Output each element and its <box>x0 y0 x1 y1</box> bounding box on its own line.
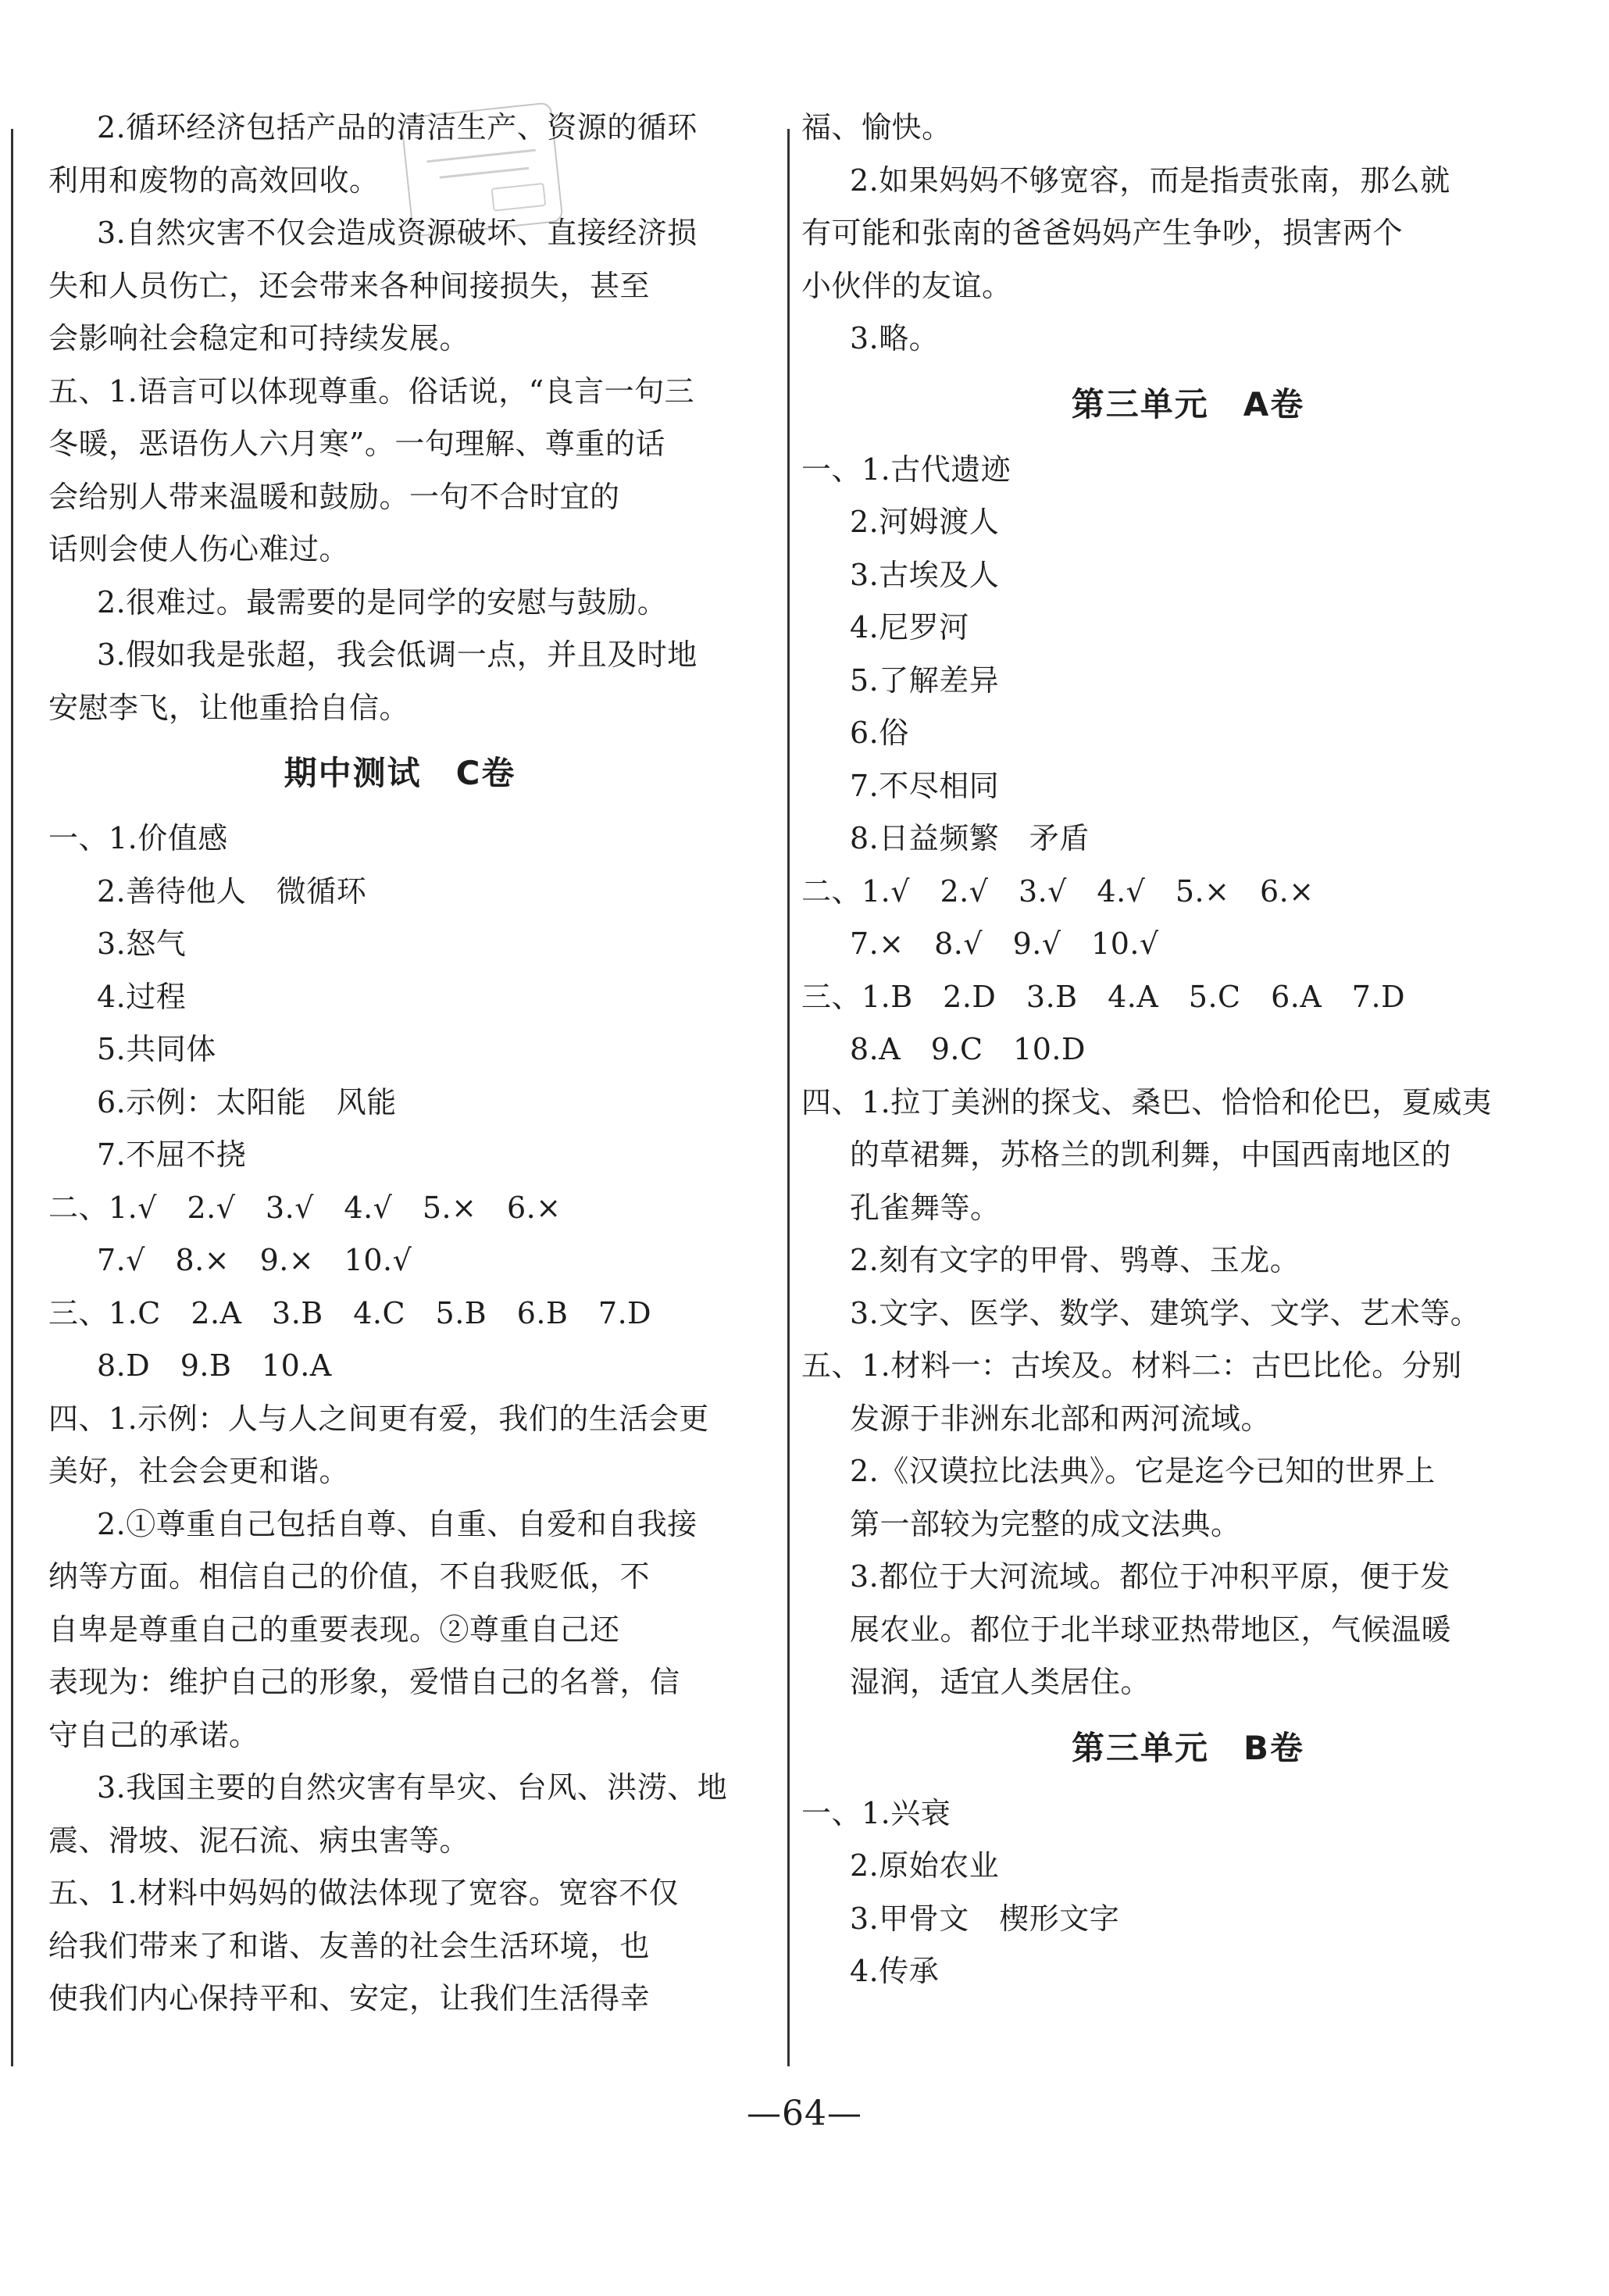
text-line: 8.A 9.C 10.D <box>850 1032 1086 1066</box>
text-line: 3.略。 <box>850 321 940 355</box>
text-line: 2.很难过。最需要的是同学的安慰与鼓励。 <box>97 584 668 620</box>
text-line: 四、1.拉丁美洲的探戈、桑巴、恰恰和伦巴，夏威夷 <box>801 1084 1493 1119</box>
text-line: 7.不尽相同 <box>850 768 1000 803</box>
text-line: 4.传承 <box>850 1954 940 1988</box>
text-line: 3.怒气 <box>97 927 187 961</box>
text-line: 一、1.古代遗迹 <box>801 452 1011 487</box>
text-line: 二、1.√ 2.√ 3.√ 4.√ 5.× 6.× <box>801 873 1315 909</box>
text-line: 5.了解差异 <box>850 662 1000 698</box>
text-line: 表现为：维护自己的形象，爱惜自己的名誉，信 <box>48 1665 680 1699</box>
text-line: 守自己的承诺。 <box>48 1717 259 1752</box>
text-line: 7.不屈不挠 <box>97 1137 247 1172</box>
text-line: 的草裙舞，苏格兰的凯利舞，中国西南地区的 <box>850 1137 1452 1172</box>
text-line: 2.循环经济包括产品的清洁生产、资源的循环 <box>97 110 697 145</box>
text-line: 话则会使人伤心难过。 <box>48 532 350 566</box>
section-heading: 期中测试 C卷 <box>284 754 516 792</box>
text-line: 使我们内心保持平和、安定，让我们生活得幸 <box>48 1981 651 2016</box>
text-line: 3.文字、医学、数学、建筑学、文学、艺术等。 <box>850 1295 1481 1330</box>
text-line: 四、1.示例：人与人之间更有爱，我们的生活会更 <box>48 1401 709 1436</box>
text-line: 福、愉快。 <box>801 110 952 145</box>
text-line: 小伙伴的友谊。 <box>801 268 1012 303</box>
text-line: 2.刻有文字的甲骨、鸮尊、玉龙。 <box>850 1243 1300 1277</box>
left-margin-rule <box>11 129 13 2066</box>
text-line: 有可能和张南的爸爸妈妈产生争吵，损害两个 <box>801 216 1404 250</box>
text-line: 第一部较为完整的成文法典。 <box>850 1506 1241 1541</box>
left-column <box>48 102 751 2026</box>
text-line: 一、1.兴衰 <box>801 1795 951 1830</box>
right-column <box>801 102 1575 1998</box>
text-line: 3.甲骨文 楔形文字 <box>850 1901 1120 1936</box>
text-line: 2.如果妈妈不够宽容，而是指责张南，那么就 <box>850 162 1450 198</box>
text-line: 4.过程 <box>97 979 187 1014</box>
text-line: 三、1.C 2.A 3.B 4.C 5.B 6.B 7.D <box>48 1295 652 1330</box>
text-line: 一、1.价值感 <box>48 821 228 855</box>
text-line: 7.× 8.√ 9.√ 10.√ <box>850 927 1159 961</box>
text-line: 2.善待他人 微循环 <box>97 873 367 909</box>
text-line: 5.共同体 <box>97 1032 216 1066</box>
text-line: 会给别人带来温暖和鼓励。一句不合时宜的 <box>48 479 620 514</box>
text-line: 3.古埃及人 <box>850 557 1000 592</box>
text-line: 利用和废物的高效回收。 <box>48 162 380 198</box>
text-line: 8.D 9.B 10.A <box>97 1348 332 1383</box>
text-line: 自卑是尊重自己的重要表现。②尊重自己还 <box>48 1612 620 1647</box>
text-line: 震、滑坡、泥石流、病虫害等。 <box>48 1823 470 1858</box>
text-line: 三、1.B 2.D 3.B 4.A 5.C 6.A 7.D <box>801 979 1406 1014</box>
text-line: 2.河姆渡人 <box>850 505 1000 539</box>
text-line: 五、1.语言可以体现尊重。俗话说，“良言一句三 <box>48 373 695 409</box>
text-line: 2.①尊重自己包括自尊、自重、自爱和自我接 <box>97 1506 697 1541</box>
text-line: 会影响社会稳定和可持续发展。 <box>48 321 470 355</box>
text-line: 发源于非洲东北部和两河流域。 <box>850 1401 1272 1436</box>
text-line: 2.《汉谟拉比法典》。它是迄今已知的世界上 <box>850 1454 1436 1488</box>
text-line: 美好，社会会更和谐。 <box>48 1454 350 1488</box>
section-heading: 第三单元 A卷 <box>1071 384 1305 423</box>
text-line: 冬暖，恶语伤人六月寒”。一句理解、尊重的话 <box>48 427 665 461</box>
text-line: 五、1.材料一：古埃及。材料二：古巴比伦。分别 <box>801 1348 1462 1383</box>
text-line: 3.我国主要的自然灾害有旱灾、台风、洪涝、地 <box>97 1770 728 1805</box>
text-line: 湿润，适宜人类居住。 <box>850 1665 1151 1699</box>
text-line: 7.√ 8.× 9.× 10.√ <box>97 1243 412 1277</box>
text-line: 失和人员伤亡，还会带来各种间接损失，甚至 <box>48 268 651 303</box>
text-line: 纳等方面。相信自己的价值，不自我贬低，不 <box>48 1559 651 1594</box>
page-number: —64— <box>747 2094 862 2134</box>
text-line: 二、1.√ 2.√ 3.√ 4.√ 5.× 6.× <box>48 1190 562 1225</box>
text-line: 五、1.材料中妈妈的做法体现了宽容。宽容不仅 <box>48 1876 680 1910</box>
text-line: 孔雀舞等。 <box>850 1190 1001 1225</box>
text-line: 安慰李飞，让他重拾自信。 <box>48 690 410 725</box>
text-line: 3.假如我是张超，我会低调一点，并且及时地 <box>97 637 697 672</box>
text-line: 6.示例：太阳能 风能 <box>97 1084 397 1119</box>
text-line: 8.日益频繁 矛盾 <box>850 821 1090 855</box>
text-line: 2.原始农业 <box>850 1848 1000 1883</box>
column-divider <box>787 129 790 2066</box>
text-line: 6.俗 <box>850 716 909 750</box>
text-line: 3.都位于大河流域。都位于冲积平原，便于发 <box>850 1559 1450 1594</box>
text-line: 给我们带来了和谐、友善的社会生活环境，也 <box>48 1928 651 1963</box>
text-line: 3.自然灾害不仅会造成资源破坏、直接经济损 <box>97 216 697 250</box>
text-line: 展农业。都位于北半球亚热带地区，气候温暖 <box>850 1612 1452 1647</box>
section-heading: 第三单元 B卷 <box>1071 1728 1304 1767</box>
text-line: 4.尼罗河 <box>850 610 969 645</box>
